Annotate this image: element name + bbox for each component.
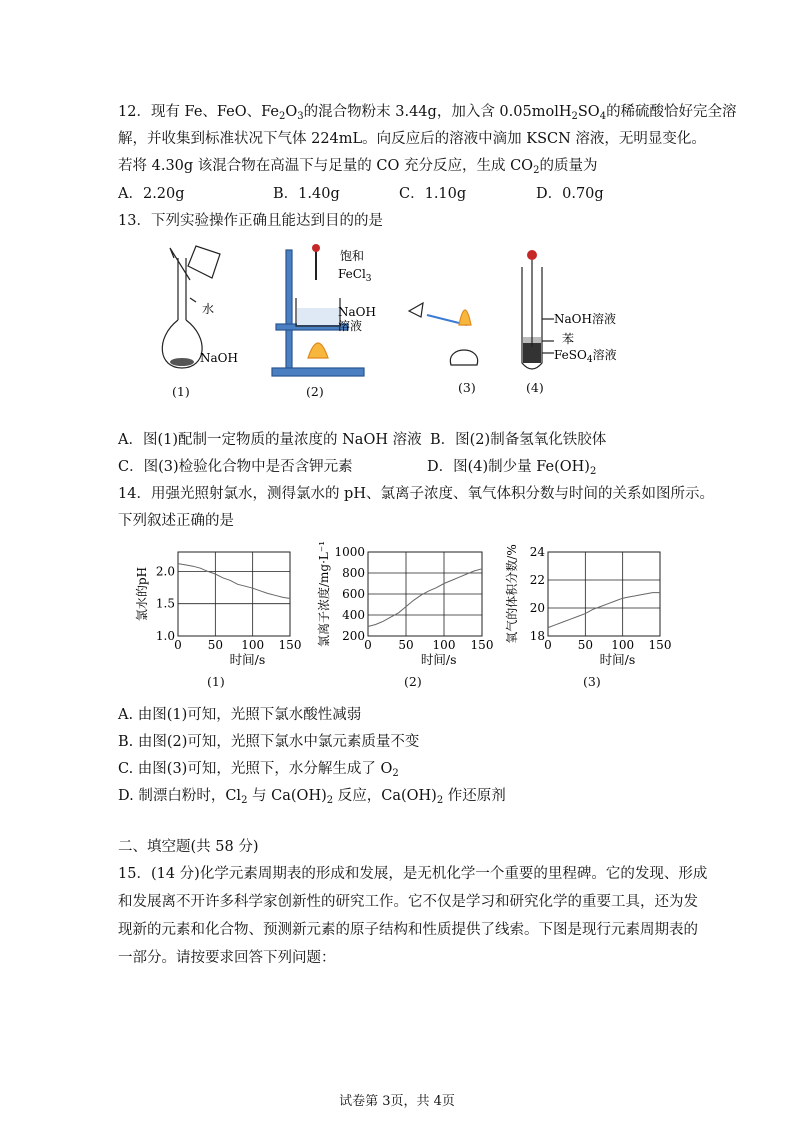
q13-option-a: A．图(1)配制一定物质的量浓度的 NaOH 溶液 bbox=[118, 432, 422, 448]
q13-option-d: D．图(4)制少量 $Fe(OH)_2$ bbox=[427, 459, 597, 477]
q12-line3: 若将 4.30g 该混合物在高温下与足量的 CO 充分反应，生成 $CO_2$的质量为 bbox=[118, 158, 598, 176]
x-tick-label: 50 bbox=[207, 638, 223, 652]
q15-line2: 和发展离不开许多科学家创新性的研究工作。它不仅是学习和研究化学的重要工具，还为发 bbox=[118, 894, 698, 910]
x-tick-label: 0 bbox=[364, 638, 372, 652]
fig1-naoh-label: NaOH bbox=[200, 351, 238, 365]
x-tick-label: 150 bbox=[278, 638, 302, 652]
chart-3-oxygen bbox=[500, 540, 670, 690]
iron-stand-rod bbox=[286, 250, 292, 368]
fig2-caption: (2) bbox=[306, 384, 324, 399]
y-tick-label: 20 bbox=[529, 601, 545, 615]
q15-line1: 15．(14 分)化学元素周期表的形成和发展，是无机化学一个重要的里程碑。它的发现、形成 bbox=[118, 866, 708, 882]
q14-option-c: C. 由图(3)可知，光照下，水分解生成了 $O_2$ bbox=[118, 761, 399, 779]
glass-rod bbox=[170, 248, 190, 280]
beaker-liquid bbox=[297, 308, 339, 325]
x-tick-label: 50 bbox=[577, 638, 593, 652]
x-axis-label: 时间/s bbox=[229, 652, 266, 667]
flame bbox=[308, 343, 328, 358]
q12-option-b: B．1.40g bbox=[273, 186, 340, 202]
q14-stem-line2: 下列叙述正确的是 bbox=[118, 513, 234, 529]
page-footer: 试卷第 3页，共 4页 bbox=[339, 1094, 455, 1109]
y-tick-label: 400 bbox=[342, 608, 365, 622]
q12-line1: 12．现有 Fe、FeO、$Fe_2O_3$的混合物粉末 3.44g，加入含 $0.05molH_2SO_4$的稀硫酸恰好完全溶 bbox=[118, 104, 737, 122]
q15-line3: 现新的元素和化合物、预测新元素的原子结构和性质提供了线索。下图是现行元素周期表的 bbox=[118, 922, 698, 938]
y-tick-label: 1000 bbox=[334, 545, 365, 559]
plot-frame bbox=[178, 552, 290, 636]
fig2-label-solution: 溶液 bbox=[338, 319, 363, 333]
fig4-test-tube bbox=[510, 245, 640, 380]
q13-stem: 13．下列实验操作正确且能达到目的的是 bbox=[118, 213, 383, 229]
section2-heading: 二、填空题(共 58 分) bbox=[118, 839, 259, 855]
dropper-bulb-4 bbox=[527, 250, 537, 260]
beaker bbox=[188, 246, 220, 278]
fig2-label-saturated: 饱和 bbox=[340, 249, 365, 263]
y-tick-label: 1.0 bbox=[155, 629, 175, 643]
chart-2-chloride bbox=[310, 540, 494, 690]
y-tick-label: 2.0 bbox=[155, 564, 175, 579]
flame-3 bbox=[459, 310, 471, 325]
x-tick-label: 100 bbox=[432, 638, 456, 652]
iron-stand-base bbox=[272, 368, 364, 376]
q13-option-b: B．图(2)制备氢氧化铁胶体 bbox=[430, 432, 607, 448]
x-tick-label: 0 bbox=[174, 638, 182, 652]
fig4-label-benzene: 苯 bbox=[562, 332, 575, 346]
fig2-colloid-setup bbox=[268, 240, 398, 380]
series-line bbox=[178, 564, 290, 599]
alcohol-lamp bbox=[450, 350, 477, 365]
fig3-caption: (3) bbox=[458, 380, 476, 395]
y-tick-label: 800 bbox=[342, 566, 365, 580]
x-tick-label: 100 bbox=[241, 638, 265, 652]
naoh-solid bbox=[170, 358, 194, 366]
y-axis-label: 氧气的体积分数/% bbox=[505, 544, 519, 644]
chart-1-caption: (1) bbox=[207, 674, 225, 689]
y-tick-label: 24 bbox=[529, 545, 545, 559]
y-tick-label: 1.5 bbox=[155, 596, 175, 611]
x-axis-label: 时间/s bbox=[420, 652, 457, 667]
q15-line4: 一部分。请按要求回答下列问题： bbox=[118, 950, 336, 966]
x-axis-label: 时间/s bbox=[599, 652, 636, 667]
chart-3-caption: (3) bbox=[583, 674, 601, 689]
q12-option-a: A．2.20g bbox=[118, 186, 185, 202]
y-tick-label: 200 bbox=[342, 629, 365, 643]
q13-option-c: C．图(3)检验化合物中是否含钾元素 bbox=[118, 459, 353, 475]
y-tick-label: 600 bbox=[342, 587, 365, 601]
chart-2-caption: (2) bbox=[404, 674, 422, 689]
y-axis-label: 氯水的pH bbox=[135, 566, 149, 622]
y-tick-label: 18 bbox=[529, 629, 545, 643]
chart-1-ph bbox=[130, 540, 300, 690]
fig4-label-naoh: NaOH溶液 bbox=[554, 312, 616, 326]
dropper-bulb bbox=[312, 244, 320, 252]
fig2-label-fecl3: FeCl$_3$ bbox=[338, 267, 372, 284]
y-axis-label: 氯离子浓度/mg·L⁻¹ bbox=[317, 540, 331, 648]
x-tick-label: 150 bbox=[648, 638, 672, 652]
q12-option-d: D．0.70g bbox=[536, 186, 604, 202]
series-line bbox=[368, 569, 482, 627]
x-tick-label: 150 bbox=[470, 638, 494, 652]
q14-option-d: D. 制漂白粉时，$Cl_2$ 与 $Ca(OH)_2$ 反应，$Ca(OH)_2$ 作还原剂 bbox=[118, 788, 506, 806]
x-tick-label: 100 bbox=[611, 638, 635, 652]
fig1-water-label: 水 bbox=[202, 302, 215, 316]
x-tick-label: 50 bbox=[398, 638, 414, 652]
fig4-label-feso4: FeSO$_4$溶液 bbox=[554, 348, 617, 365]
cobalt-glass bbox=[409, 303, 423, 317]
fig4-caption: (4) bbox=[526, 380, 544, 395]
q12-line2: 解，并收集到标准状况下气体 224mL。向反应后的溶液中滴加 KSCN 溶液，无明显变化。 bbox=[118, 131, 706, 147]
q14-option-b: B. 由图(2)可知，光照下氯水中氯元素质量不变 bbox=[118, 734, 420, 750]
q14-option-a: A. 由图(1)可知，光照下氯水酸性减弱 bbox=[118, 707, 362, 723]
y-tick-label: 22 bbox=[529, 573, 545, 587]
fig3-flame-test bbox=[405, 285, 505, 375]
fig1-caption: (1) bbox=[172, 384, 190, 399]
series-line bbox=[548, 593, 660, 628]
q12-option-c: C．1.10g bbox=[399, 186, 467, 202]
fig2-label-naoh: NaOH bbox=[338, 305, 376, 319]
q14-stem-line1: 14．用强光照射氯水，测得氯水的 pH、氯离子浓度、氧气体积分数与时间的关系如图所示。 bbox=[118, 486, 714, 502]
fig1-volumetric-flask bbox=[150, 240, 250, 380]
x-tick-label: 0 bbox=[544, 638, 552, 652]
